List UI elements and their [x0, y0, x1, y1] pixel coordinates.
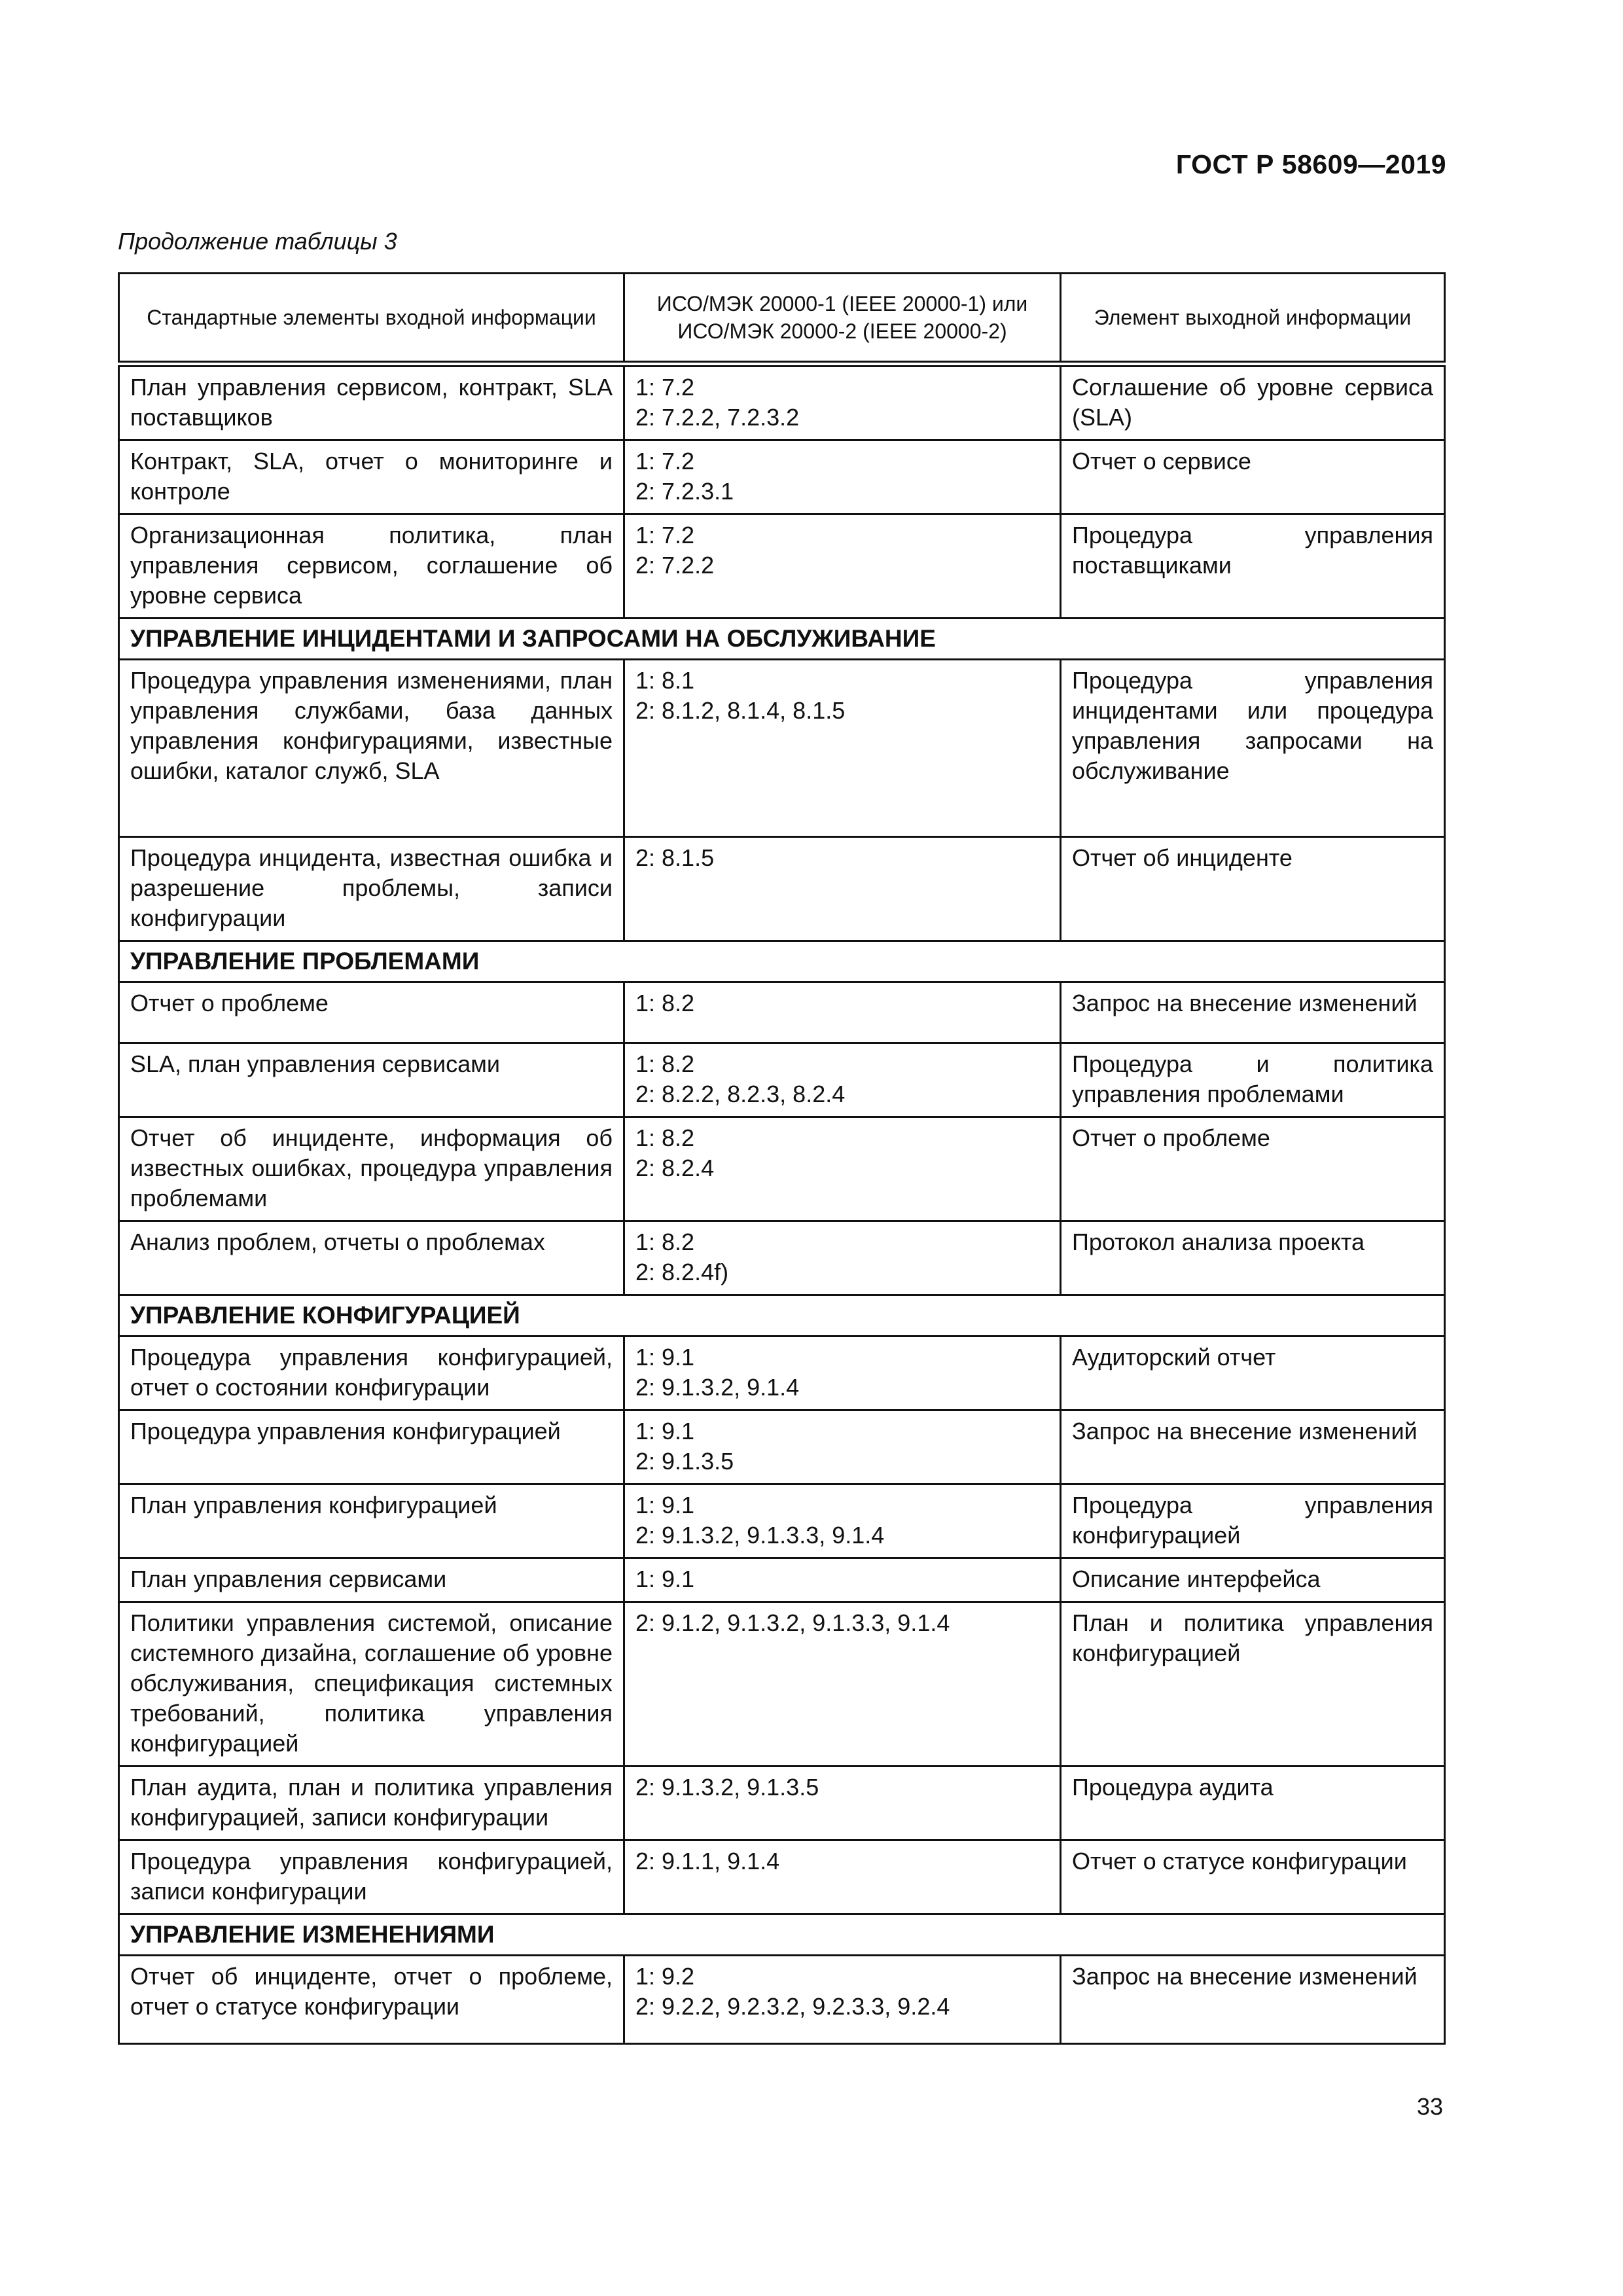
input-elements-cell: Процедура управления конфигурацией, записи конфигурации — [119, 1840, 624, 1914]
section-title: УПРАВЛЕНИЕ ИНЦИДЕНТАМИ И ЗАПРОСАМИ НА ОБСЛУЖИВАНИЕ — [119, 619, 1445, 660]
table-row — [119, 514, 1445, 619]
standard-ref: 1: 9.1 — [635, 1492, 695, 1518]
standard-refs-cell — [624, 1336, 1061, 1410]
section-row — [119, 619, 1445, 660]
column-header-output: Элемент выходной информации — [1061, 274, 1445, 365]
table-row — [119, 837, 1445, 941]
standard-ref: 1: 9.1 — [635, 1344, 695, 1371]
input-elements-cell: Отчет об инциденте, отчет о проблеме, отчет о статусе конфигурации — [119, 1956, 624, 2044]
table-row — [119, 1410, 1445, 1484]
standard-refs-cell — [624, 1484, 1061, 1558]
table-row — [119, 1956, 1445, 2044]
table-row — [119, 1336, 1445, 1410]
input-elements-cell: План управления сервисами — [119, 1558, 624, 1602]
output-element-cell: Запрос на внесение изменений — [1061, 982, 1445, 1043]
output-element-cell: Процедура аудита — [1061, 1767, 1445, 1840]
table-row — [119, 1767, 1445, 1840]
standard-ref: 1: 9.1 — [635, 1566, 695, 1592]
standard-refs-cell — [624, 1043, 1061, 1117]
output-element-cell: Описание интерфейса — [1061, 1558, 1445, 1602]
standard-ref: 2: 9.1.3.5 — [635, 1448, 734, 1475]
output-element-cell: Отчет о статусе конфигурации — [1061, 1840, 1445, 1914]
standard-ref: 1: 8.2 — [635, 1124, 695, 1151]
output-element-cell: Запрос на внесение изменений — [1061, 1410, 1445, 1484]
table-row — [119, 1602, 1445, 1767]
input-elements-cell: План управления конфигурацией — [119, 1484, 624, 1558]
section-row — [119, 941, 1445, 982]
input-elements-cell: Контракт, SLA, отчет о мониторинге и контроле — [119, 440, 624, 514]
output-element-cell: Отчет о сервисе — [1061, 440, 1445, 514]
standard-refs-cell — [624, 1956, 1061, 2044]
input-elements-cell: План управления сервисом, контракт, SLA поставщиков — [119, 364, 624, 440]
standard-ref: 2: 8.1.5 — [635, 844, 715, 871]
input-elements-cell: Политики управления системой, описание системного дизайна, соглашение об уровне обслуживания, спецификация системных требований, политика управления конфигурацией — [119, 1602, 624, 1767]
output-element-cell: Процедура и политика управления проблемами — [1061, 1043, 1445, 1117]
standard-ref: 2: 9.1.3.2, 9.1.3.3, 9.1.4 — [635, 1522, 885, 1549]
document-code: ГОСТ Р 58609—2019 — [1175, 149, 1446, 179]
standard-refs-cell — [624, 1410, 1061, 1484]
standard-refs-cell — [624, 982, 1061, 1043]
standard-ref: 2: 9.1.3.2, 9.1.4 — [635, 1374, 800, 1401]
standard-ref: 1: 7.2 — [635, 374, 695, 401]
standard-ref: 2: 9.1.1, 9.1.4 — [635, 1848, 780, 1874]
column-header-input: Стандартные элементы входной информации — [119, 274, 624, 365]
table-row — [119, 660, 1445, 837]
standard-ref: 2: 9.2.2, 9.2.3.2, 9.2.3.3, 9.2.4 — [635, 1993, 950, 2020]
input-elements-cell: Процедура инцидента, известная ошибка и разрешение проблемы, записи конфигурации — [119, 837, 624, 941]
standard-refs-cell — [624, 1117, 1061, 1221]
section-title: УПРАВЛЕНИЕ КОНФИГУРАЦИЕЙ — [119, 1295, 1445, 1336]
standard-refs-cell — [624, 1558, 1061, 1602]
table-row — [119, 982, 1445, 1043]
standard-ref: 1: 8.2 — [635, 1229, 695, 1255]
section-title: УПРАВЛЕНИЕ ИЗМЕНЕНИЯМИ — [119, 1914, 1445, 1956]
table-row — [119, 1117, 1445, 1221]
table-row — [119, 1221, 1445, 1295]
standard-ref: 1: 8.1 — [635, 667, 695, 694]
standard-ref: 2: 9.1.2, 9.1.3.2, 9.1.3.3, 9.1.4 — [635, 1609, 950, 1636]
standard-refs-cell — [624, 1840, 1061, 1914]
standard-ref: 1: 7.2 — [635, 522, 695, 548]
input-elements-cell: SLA, план управления сервисами — [119, 1043, 624, 1117]
output-element-cell: Процедура управления поставщиками — [1061, 514, 1445, 619]
page-number: 33 — [1416, 2093, 1443, 2120]
standard-refs-cell — [624, 837, 1061, 941]
standard-ref: 1: 9.1 — [635, 1418, 695, 1444]
standard-ref: 1: 7.2 — [635, 448, 695, 475]
standard-ref: 1: 9.2 — [635, 1963, 695, 1990]
standard-ref: 2: 7.2.3.1 — [635, 478, 734, 505]
output-element-cell: План и политика управления конфигурацией — [1061, 1602, 1445, 1767]
table-row — [119, 1484, 1445, 1558]
output-element-cell: Процедура управления конфигурацией — [1061, 1484, 1445, 1558]
table-row — [119, 1558, 1445, 1602]
input-elements-cell: Процедура управления изменениями, план управления службами, база данных управления конфигурациями, известные ошибки, каталог служб, SLA — [119, 660, 624, 837]
standard-ref: 2: 8.2.4 — [635, 1155, 715, 1181]
standard-refs-cell — [624, 1602, 1061, 1767]
standard-ref: 2: 9.1.3.2, 9.1.3.5 — [635, 1774, 819, 1801]
output-element-cell: Процедура управления инцидентами или процедура управления запросами на обслуживание — [1061, 660, 1445, 837]
table-row — [119, 440, 1445, 514]
input-elements-cell: Организационная политика, план управления сервисом, соглашение об уровне сервиса — [119, 514, 624, 619]
table-header-row — [119, 274, 1445, 365]
input-elements-cell: Процедура управления конфигурацией, отчет о состоянии конфигурации — [119, 1336, 624, 1410]
input-elements-cell: Анализ проблем, отчеты о проблемах — [119, 1221, 624, 1295]
output-element-cell: Протокол анализа проекта — [1061, 1221, 1445, 1295]
output-element-cell: Запрос на внесение изменений — [1061, 1956, 1445, 2044]
standard-ref: 1: 8.2 — [635, 1050, 695, 1077]
standard-ref: 2: 8.2.2, 8.2.3, 8.2.4 — [635, 1081, 846, 1107]
output-element-cell: Отчет о проблеме — [1061, 1117, 1445, 1221]
section-title: УПРАВЛЕНИЕ ПРОБЛЕМАМИ — [119, 941, 1445, 982]
standards-table — [118, 272, 1446, 2045]
input-elements-cell: Процедура управления конфигурацией — [119, 1410, 624, 1484]
standard-ref: 1: 8.2 — [635, 990, 695, 1016]
column-header-standard: ИСО/МЭК 20000-1 (IEEE 20000-1) или ИСО/МЭК 20000-2 (IEEE 20000-2) — [624, 274, 1061, 365]
standard-ref: 2: 7.2.2, 7.2.3.2 — [635, 404, 800, 431]
table-caption: Продолжение таблицы 3 — [118, 228, 397, 255]
output-element-cell: Отчет об инциденте — [1061, 837, 1445, 941]
standard-refs-cell — [624, 660, 1061, 837]
table-row — [119, 364, 1445, 440]
section-row — [119, 1914, 1445, 1956]
output-element-cell: Соглашение об уровне сервиса (SLA) — [1061, 364, 1445, 440]
input-elements-cell: План аудита, план и политика управления конфигурацией, записи конфигурации — [119, 1767, 624, 1840]
standard-ref: 2: 8.1.2, 8.1.4, 8.1.5 — [635, 697, 846, 724]
standard-ref: 2: 8.2.4f) — [635, 1259, 729, 1285]
input-elements-cell: Отчет об инциденте, информация об известных ошибках, процедура управления проблемами — [119, 1117, 624, 1221]
table-row — [119, 1043, 1445, 1117]
section-row — [119, 1295, 1445, 1336]
standard-refs-cell — [624, 1767, 1061, 1840]
output-element-cell: Аудиторский отчет — [1061, 1336, 1445, 1410]
standard-refs-cell — [624, 514, 1061, 619]
input-elements-cell: Отчет о проблеме — [119, 982, 624, 1043]
standard-refs-cell — [624, 364, 1061, 440]
table-row — [119, 1840, 1445, 1914]
standard-refs-cell — [624, 1221, 1061, 1295]
standard-refs-cell — [624, 440, 1061, 514]
standard-ref: 2: 7.2.2 — [635, 552, 715, 579]
